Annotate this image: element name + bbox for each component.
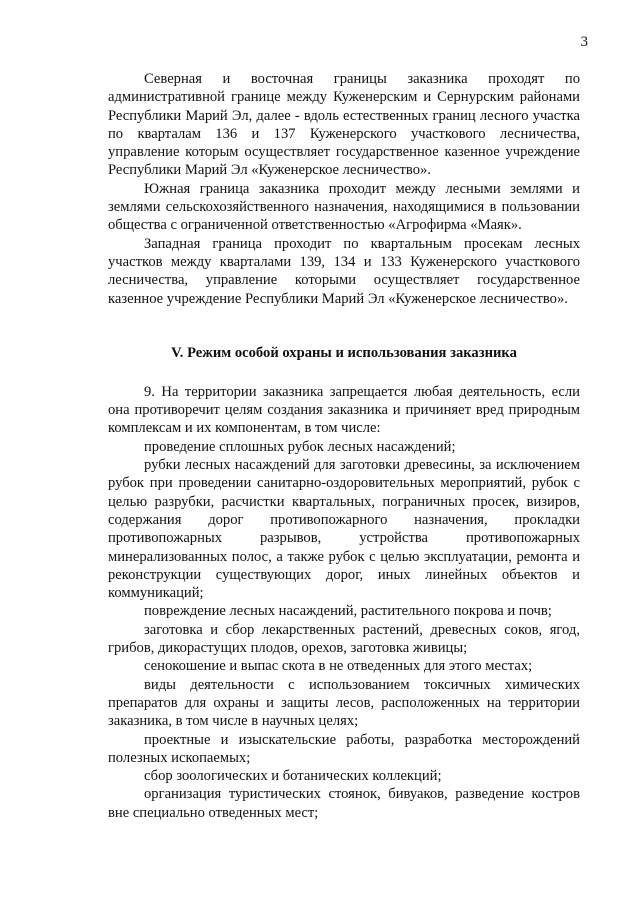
list-item: повреждение лесных насаждений, растительного покрова и почв; [144,603,552,620]
list-item: проведение сплошных рубок лесных насаждений; [144,438,456,455]
section-heading: V. Режим особой охраны и использования заказника [171,344,517,361]
list-item: организация туристических стоянок, бивуаков, разведение костров вне специально отведенных мест; [108,786,580,821]
page-number: 3 [580,34,588,50]
list-item: рубки лесных насаждений для заготовки древесины, за исключением рубок при проведении санитарно-оздоровительных мероприятий, рубок с целью разрубки, расчистки квартальных, пограничных просек, визиров, содержания дорог противопожарного назначения, прокладки противопожарных разрывов, устройства противопожарных минерализованных полос, а также рубок с целью эксплуатации, ремонта и реконструкции существующих дорог, иных линейных объектов и коммуникаций; [108,457,580,602]
list-item: виды деятельности с использованием токсичных химических препаратов для охраны и защиты лесов, расположенных на территории заказника, в том числе в научных целях; [108,676,580,730]
list-item: сбор зоологических и ботанических коллекций; [144,768,442,785]
paragraph-north-east-boundary: Северная и восточная границы заказника проходят по административной границе между Куженерским и Сернурским районами Республики Марий Эл, далее - вдоль естественных границ лесного участка по кварталам 136 и 137 Куженерского участкового лесничества, управление которым осуществляет государственное казенное учреждение Республики Марий Эл «Куженерское лесничество». [108,71,580,179]
paragraph-south-boundary: Южная граница заказника проходит между лесными землями и землями сельскохозяйственного назначения, находящимися в пользовании общества с ограниченной ответственностью «Агрофирма «Маяк». [108,180,580,234]
list-item: сенокошение и выпас скота в не отведенных для этого местах; [144,658,533,675]
prohibitions-list [108,438,580,822]
paragraph-west-boundary: Западная граница проходит по квартальным просекам лесных участков между кварталами 139, 134 и 133 Куженерского участкового лесничества, управление которыми осуществляет государственное казенное учреждение Республики Марий Эл «Куженерское лесничество». [108,235,580,307]
list-item: проектные и изыскательские работы, разработка месторождений полезных ископаемых; [108,731,580,766]
document-body [108,70,580,822]
list-item: заготовка и сбор лекарственных растений, древесных соков, ягод, грибов, дикорастущих плодов, орехов, заготовка живицы; [108,621,580,657]
clause-9-intro: 9. На территории заказника запрещается любая деятельность, если она противоречит целям создания заказника и причиняет вред природным комплексам и их компонентам, в том числе: [108,383,580,437]
